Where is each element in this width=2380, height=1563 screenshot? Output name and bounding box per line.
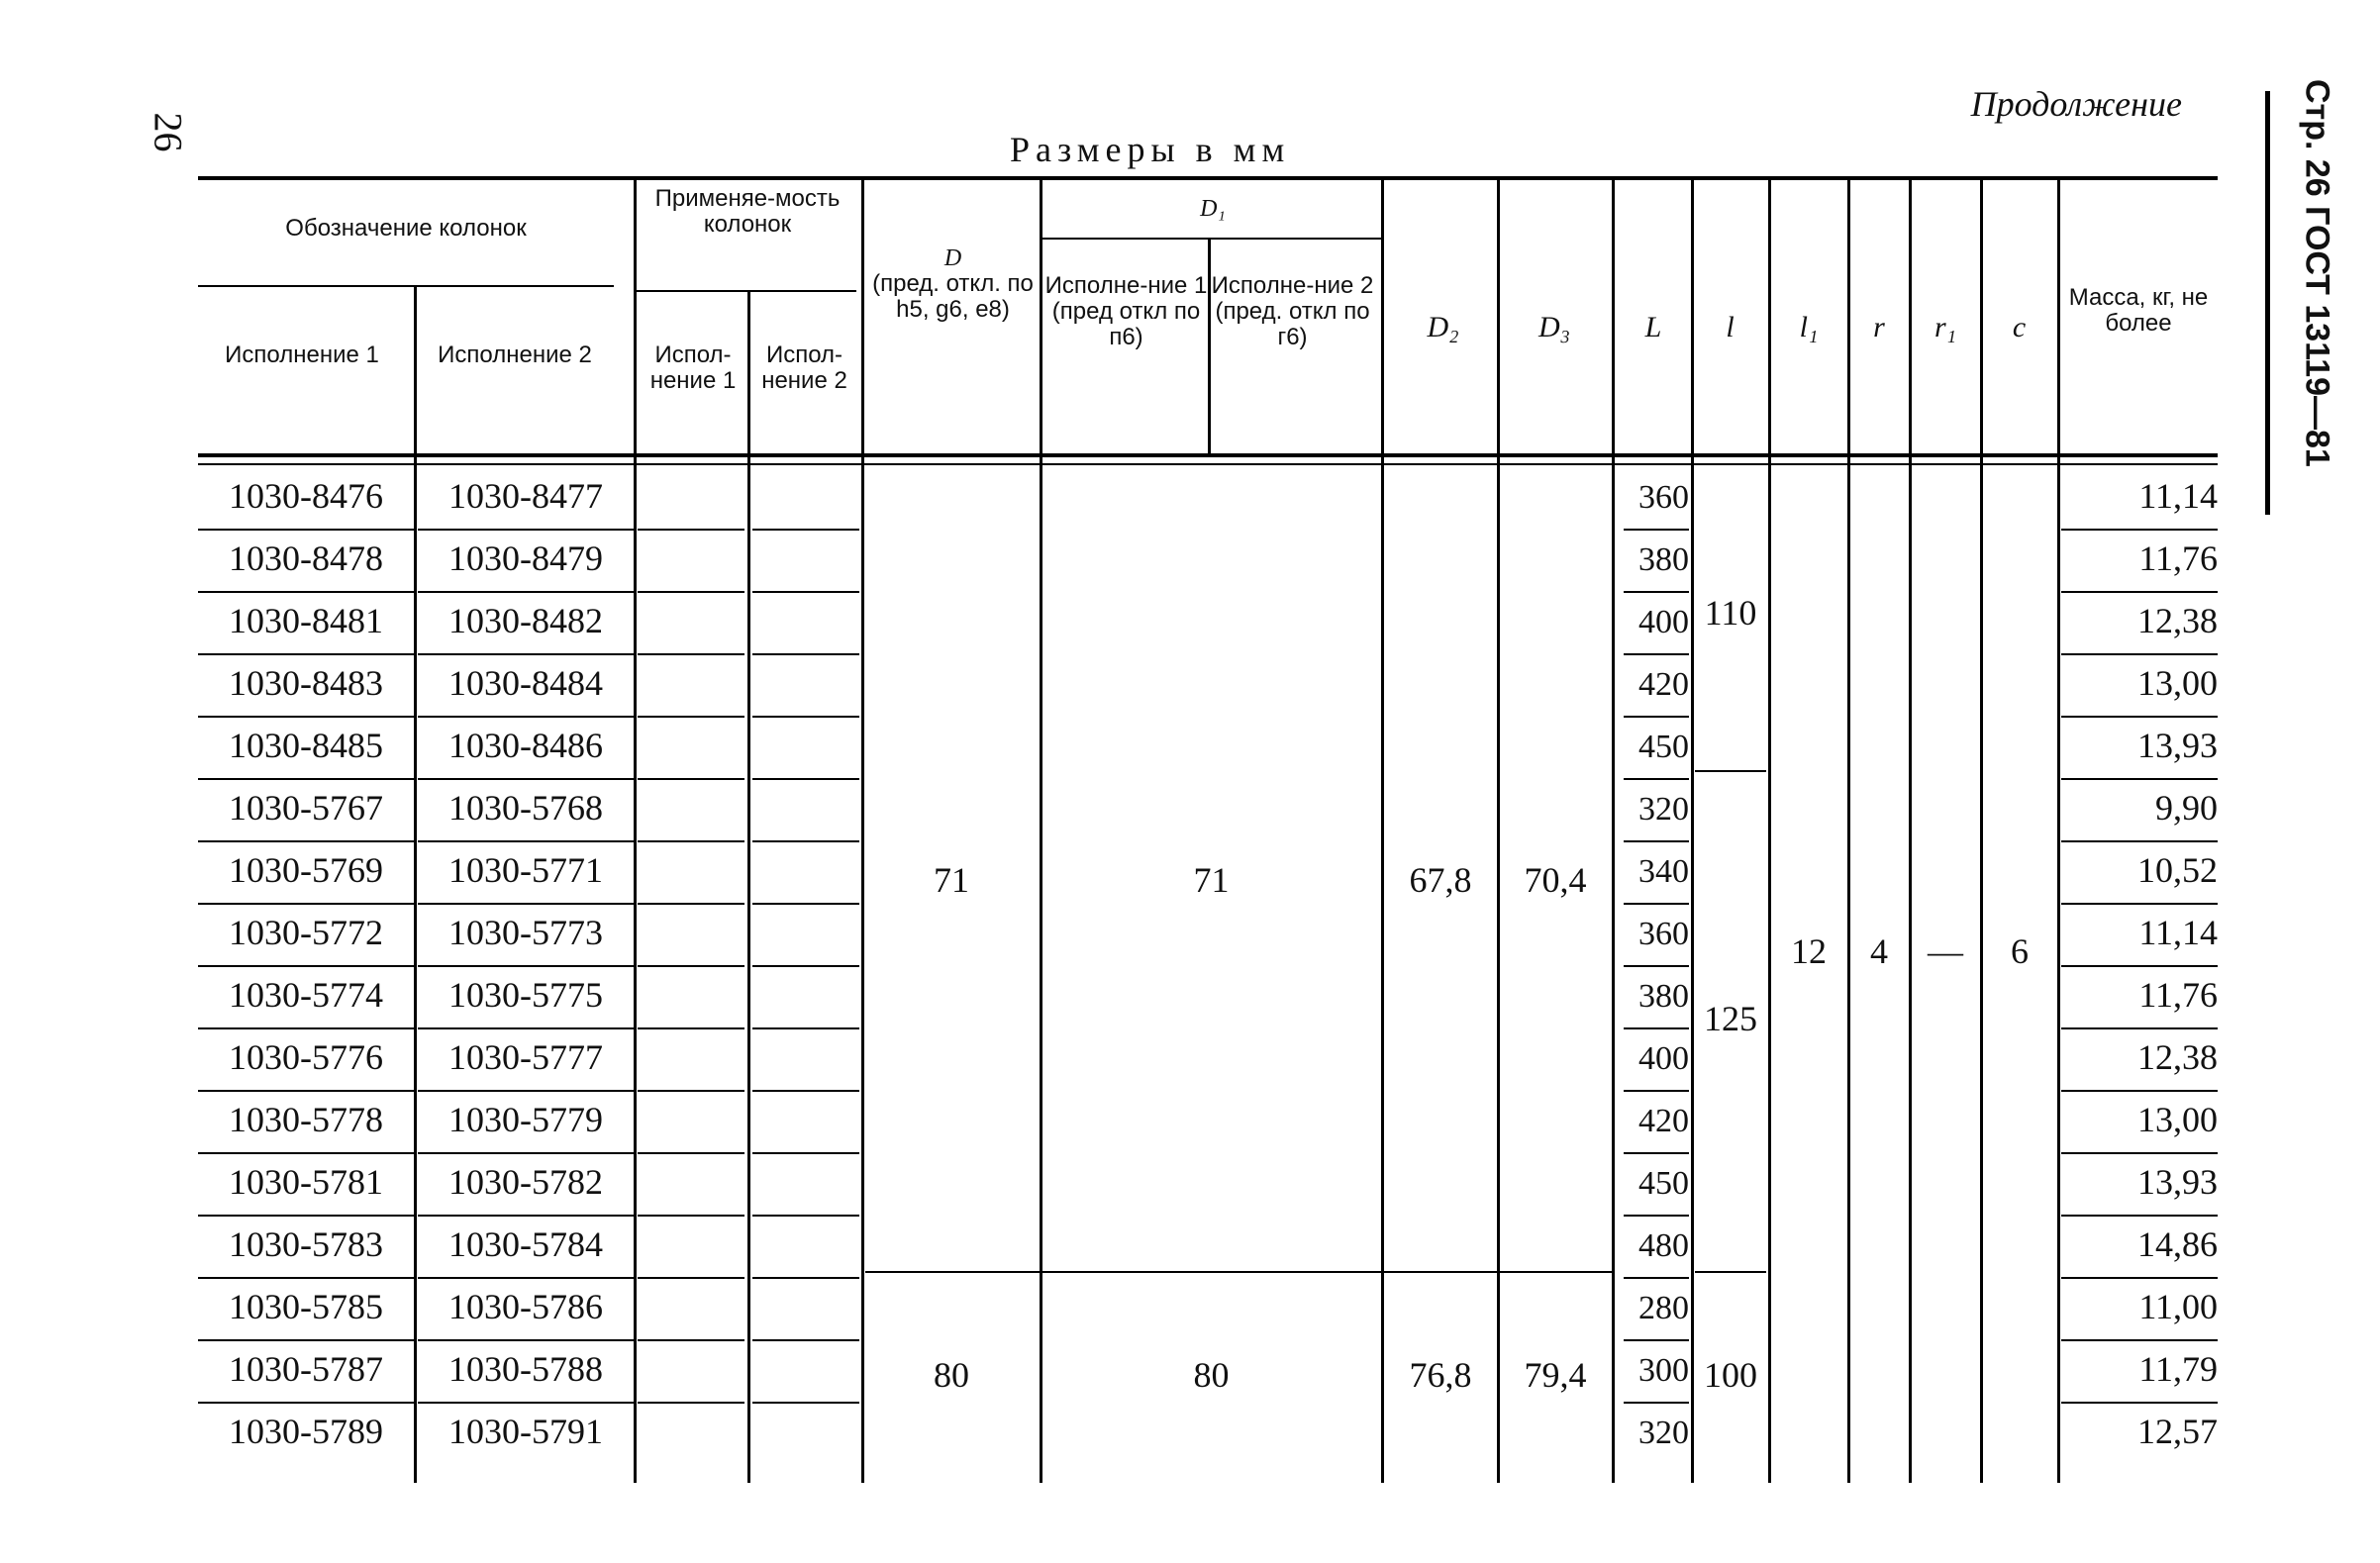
row-rule	[198, 778, 414, 780]
designation-2-cell: 1030-5788	[448, 1349, 603, 1389]
mass-cell: 9,90	[2155, 788, 2218, 828]
row-rule	[198, 591, 414, 593]
row-rule	[418, 716, 634, 718]
header-d1-var1: Исполне-ние 1 (пред откл по п6)	[1044, 272, 1208, 350]
header-design2: Исполнение 2	[438, 342, 592, 368]
row-rule	[1624, 903, 1689, 905]
designation-2-cell: 1030-5773	[448, 913, 603, 952]
designation-2-cell: 1030-8482	[448, 601, 603, 640]
header-l-cap	[1614, 311, 1693, 343]
col-rule-13	[1909, 176, 1912, 1483]
row-rule	[418, 840, 634, 842]
row-rule	[2061, 1152, 2218, 1154]
row-rule	[198, 1277, 414, 1279]
d3-value-a: 70,4	[1524, 860, 1587, 900]
designation-1-cell: 1030-8483	[229, 663, 383, 703]
continuation-label: Продолжение	[1970, 84, 2182, 124]
header-d2-symbol: D₂	[1427, 311, 1459, 343]
row-rule	[1624, 1152, 1689, 1154]
row-rule	[752, 529, 859, 531]
row-rule	[198, 1402, 414, 1404]
header-l-symbol: l	[1726, 311, 1735, 343]
designation-2-cell: 1030-5775	[448, 975, 603, 1015]
row-rule	[2061, 840, 2218, 842]
row-rule	[752, 1090, 859, 1092]
row-rule	[418, 653, 634, 655]
row-rule	[2061, 965, 2218, 967]
row-rule	[418, 591, 634, 593]
row-rule	[2061, 529, 2218, 531]
designation-1-cell: 1030-5772	[229, 913, 383, 952]
length-cell: 450	[1638, 729, 1689, 765]
header-d-note: (пред. откл. по h5, g6, e8)	[872, 270, 1034, 323]
length-cell: 380	[1638, 978, 1689, 1015]
col-rule-11	[1768, 176, 1771, 1483]
row-rule	[2061, 653, 2218, 655]
row-rule	[638, 529, 744, 531]
header-d-symbol: D	[943, 245, 962, 271]
designation-2-cell: 1030-5771	[448, 850, 603, 890]
row-rule	[752, 903, 859, 905]
col-rule-10	[1691, 176, 1694, 1483]
table-top-rule	[198, 176, 2218, 180]
designation-2-cell: 1030-8477	[448, 476, 603, 516]
header-d1	[1049, 196, 1376, 222]
row-rule	[752, 591, 859, 593]
designation-1-cell: 1030-5785	[229, 1287, 383, 1326]
row-rule	[1624, 1277, 1689, 1279]
row-rule	[198, 1152, 414, 1154]
header-r1	[1911, 311, 1980, 343]
length-cell: 300	[1638, 1352, 1689, 1389]
row-rule	[752, 716, 859, 718]
row-rule	[638, 1090, 744, 1092]
mass-cell: 10,52	[2137, 850, 2218, 890]
length-cell: 480	[1638, 1227, 1689, 1264]
row-rule	[198, 716, 414, 718]
row-rule	[752, 1152, 859, 1154]
row-rule	[2061, 1339, 2218, 1341]
row-rule	[418, 1277, 634, 1279]
designation-1-cell: 1030-8481	[229, 601, 383, 640]
mass-cell: 11,76	[2138, 538, 2218, 578]
row-rule	[638, 1152, 744, 1154]
units-caption: Размеры в мм	[1010, 130, 1291, 169]
d1-value-a: 71	[1193, 860, 1230, 900]
designation-1-cell: 1030-5778	[229, 1100, 383, 1139]
row-rule	[2061, 903, 2218, 905]
row-rule	[2061, 778, 2218, 780]
header-applicability: Применяе-мость колонок	[654, 185, 841, 238]
mass-cell: 14,86	[2137, 1224, 2218, 1264]
row-rule	[1624, 965, 1689, 967]
designation-2-cell: 1030-5791	[448, 1412, 603, 1451]
row-rule	[198, 529, 414, 531]
header-designation: Обозначение колонок	[285, 215, 527, 242]
designation-2-cell: 1030-8479	[448, 538, 603, 578]
row-rule	[1624, 1402, 1689, 1404]
row-rule	[638, 716, 744, 718]
row-rule	[1624, 778, 1689, 780]
d-value-a: 71	[934, 860, 969, 900]
header-d1-symbol: D₁	[1200, 196, 1226, 222]
d2-value-a: 67,8	[1409, 860, 1472, 900]
col-rule-8	[1497, 176, 1500, 1483]
header-bottom-rule-2	[198, 463, 2218, 465]
row-rule	[418, 1339, 634, 1341]
designation-2-cell: 1030-5777	[448, 1037, 603, 1077]
side-divider	[2265, 91, 2270, 515]
row-rule	[638, 1402, 744, 1404]
standard-reference	[2287, 79, 2346, 535]
mass-cell: 11,79	[2138, 1349, 2218, 1389]
row-rule	[1624, 840, 1689, 842]
row-rule	[198, 1215, 414, 1217]
row-rule	[418, 529, 634, 531]
dimensions-table	[198, 176, 2218, 1483]
mass-cell: 11,14	[2138, 913, 2218, 952]
col-rule-14	[1980, 176, 1983, 1483]
row-rule	[2061, 1402, 2218, 1404]
mass-cell: 11,14	[2138, 476, 2218, 516]
header-d3-symbol: D₃	[1537, 311, 1571, 343]
page-number: 26	[146, 112, 191, 152]
l-group-separator-1	[1695, 770, 1766, 772]
col-rule-9	[1612, 176, 1615, 1483]
row-rule	[1624, 1027, 1689, 1029]
row-rule	[418, 1215, 634, 1217]
header-l1-symbol: l₁	[1799, 311, 1819, 343]
header-sub-rule-designation	[198, 285, 614, 287]
row-rule	[198, 965, 414, 967]
designation-1-cell: 1030-5787	[229, 1349, 383, 1389]
row-rule	[1624, 591, 1689, 593]
d-group-separator	[865, 1271, 1612, 1273]
col-rule-12	[1847, 176, 1850, 1483]
designation-1-cell: 1030-8485	[229, 726, 383, 765]
designation-2-cell: 1030-5784	[448, 1224, 603, 1264]
row-rule	[638, 1277, 744, 1279]
mass-cell: 12,57	[2137, 1412, 2218, 1451]
row-rule	[638, 840, 744, 842]
designation-2-cell: 1030-8484	[448, 663, 603, 703]
header-r1-symbol: r₁	[1934, 311, 1957, 343]
length-cell: 420	[1638, 1103, 1689, 1139]
header-app1: Испол-нение 1	[649, 342, 737, 394]
row-rule	[638, 591, 744, 593]
row-rule	[418, 778, 634, 780]
row-rule	[752, 840, 859, 842]
row-rule	[1624, 1215, 1689, 1217]
row-rule	[638, 653, 744, 655]
length-cell: 420	[1638, 666, 1689, 703]
header-d1-var2: Исполне-ние 2 (пред. откл по г6)	[1211, 272, 1374, 350]
row-rule	[752, 1277, 859, 1279]
header-design1: Исполнение 1	[225, 342, 379, 368]
designation-1-cell: 1030-5776	[229, 1037, 383, 1077]
row-rule	[418, 1402, 634, 1404]
row-rule	[638, 903, 744, 905]
row-rule	[418, 1152, 634, 1154]
row-rule	[752, 778, 859, 780]
row-rule	[418, 903, 634, 905]
designation-2-cell: 1030-5779	[448, 1100, 603, 1139]
row-rule	[2061, 716, 2218, 718]
designation-1-cell: 1030-5774	[229, 975, 383, 1015]
d-value-b: 80	[934, 1355, 969, 1395]
row-rule	[198, 903, 414, 905]
row-rule	[198, 840, 414, 842]
row-rule	[1624, 716, 1689, 718]
d3-value-b: 79,4	[1524, 1355, 1587, 1395]
mass-cell: 13,00	[2137, 1100, 2218, 1139]
header-d3	[1500, 311, 1609, 343]
row-rule	[638, 965, 744, 967]
d2-value-b: 76,8	[1409, 1355, 1472, 1395]
designation-1-cell: 1030-5789	[229, 1412, 383, 1451]
l-group-separator-2	[1695, 1271, 1766, 1273]
mass-cell: 12,38	[2137, 1037, 2218, 1077]
row-rule	[1624, 1090, 1689, 1092]
mass-cell: 13,00	[2137, 663, 2218, 703]
length-cell: 400	[1638, 1040, 1689, 1077]
designation-2-cell: 1030-5782	[448, 1162, 603, 1202]
r1-value: —	[1928, 931, 1963, 971]
row-rule	[1624, 529, 1689, 531]
col-rule-4	[861, 176, 864, 1483]
row-rule	[1624, 653, 1689, 655]
standard-reference-text: Стр. 26 ГОСТ 13119—81	[2298, 79, 2336, 467]
col-rule-3	[747, 290, 750, 1483]
l-value-c: 100	[1704, 1355, 1757, 1395]
d1-value-b: 80	[1193, 1355, 1230, 1395]
header-r	[1849, 311, 1909, 343]
row-rule	[198, 1339, 414, 1341]
designation-1-cell: 1030-5769	[229, 850, 383, 890]
col-rule-5	[1040, 176, 1042, 1483]
r-value: 4	[1870, 931, 1888, 971]
designation-2-cell: 1030-8486	[448, 726, 603, 765]
col-rule-1	[414, 285, 417, 1483]
header-c-symbol: c	[2012, 311, 2027, 343]
row-rule	[418, 965, 634, 967]
col-rule-7	[1381, 176, 1384, 1483]
row-rule	[752, 1402, 859, 1404]
row-rule	[2061, 591, 2218, 593]
header-r-symbol: r	[1873, 311, 1885, 343]
mass-cell: 13,93	[2137, 726, 2218, 765]
length-cell: 320	[1638, 1415, 1689, 1451]
mass-cell: 11,00	[2138, 1287, 2218, 1326]
l-value-b: 125	[1704, 999, 1757, 1038]
length-cell: 380	[1638, 541, 1689, 578]
row-rule	[752, 1339, 859, 1341]
c-value: 6	[2011, 931, 2029, 971]
mass-cell: 11,76	[2138, 975, 2218, 1015]
row-rule	[418, 1090, 634, 1092]
header-sub-rule-applicability	[634, 290, 856, 292]
header-mass: Масса, кг, не более	[2068, 284, 2209, 337]
row-rule	[2061, 1090, 2218, 1092]
row-rule	[2061, 1027, 2218, 1029]
header-c	[1982, 311, 2056, 343]
length-cell: 280	[1638, 1290, 1689, 1326]
col-rule-6	[1208, 238, 1211, 453]
designation-2-cell: 1030-5768	[448, 788, 603, 828]
header-d	[871, 245, 1035, 323]
row-rule	[638, 778, 744, 780]
length-cell: 360	[1638, 479, 1689, 516]
header-d2	[1391, 311, 1495, 343]
row-rule	[198, 1027, 414, 1029]
designation-1-cell: 1030-8478	[229, 538, 383, 578]
length-cell: 320	[1638, 791, 1689, 828]
row-rule	[1624, 1339, 1689, 1341]
row-rule	[418, 1027, 634, 1029]
row-rule	[2061, 1215, 2218, 1217]
row-rule	[638, 1215, 744, 1217]
row-rule	[752, 1215, 859, 1217]
designation-1-cell: 1030-5781	[229, 1162, 383, 1202]
row-rule	[752, 653, 859, 655]
row-rule	[638, 1339, 744, 1341]
header-l-cap-symbol: L	[1644, 311, 1662, 343]
col-rule-2	[634, 176, 637, 1483]
row-rule	[638, 1027, 744, 1029]
mass-cell: 12,38	[2137, 601, 2218, 640]
row-rule	[198, 653, 414, 655]
length-cell: 450	[1638, 1165, 1689, 1202]
row-rule	[2061, 1277, 2218, 1279]
designation-1-cell: 1030-5783	[229, 1224, 383, 1264]
header-bottom-rule	[198, 453, 2218, 457]
designation-1-cell: 1030-8476	[229, 476, 383, 516]
header-app2: Испол-нение 2	[761, 342, 847, 394]
row-rule	[198, 1090, 414, 1092]
row-rule	[752, 965, 859, 967]
length-cell: 360	[1638, 916, 1689, 952]
header-l	[1693, 311, 1767, 343]
length-cell: 400	[1638, 604, 1689, 640]
header-l1	[1770, 311, 1847, 343]
l1-value: 12	[1791, 931, 1827, 971]
length-cell: 340	[1638, 853, 1689, 890]
mass-cell: 13,93	[2137, 1162, 2218, 1202]
l-value-a: 110	[1704, 593, 1757, 633]
row-rule	[752, 1027, 859, 1029]
designation-1-cell: 1030-5767	[229, 788, 383, 828]
designation-2-cell: 1030-5786	[448, 1287, 603, 1326]
